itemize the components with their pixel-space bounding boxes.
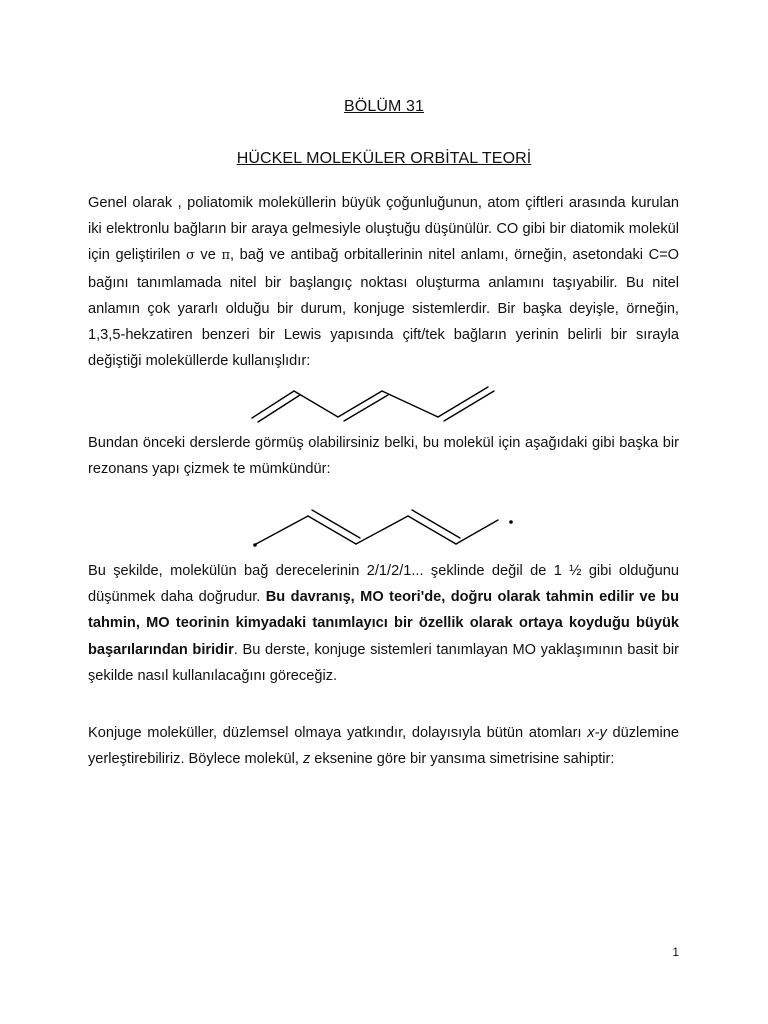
xy-plane-label: x-y	[587, 725, 607, 741]
paragraph-resonance-text: Bundan önceki derslerde görmüş olabilirsiniz belki, bu molekül için aşağıdaki gibi başka bir rezonans yapı çizmek te mümkündür:	[88, 435, 679, 478]
bond-5	[438, 387, 488, 417]
paragraph-planarity-text-3: eksenine göre bir yansıma simetrisine sahiptir:	[310, 751, 615, 768]
rbond-1	[256, 516, 308, 544]
paragraph-intro-text-1: Genel olarak , poliatomik moleküllerin büyük çoğunluğunun, atom çiftleri arasında kurulan iki elektronlu bağların bir araya gelmesiyle oluştuğu düşünülür. CO gibi bir diatomik molekül için geliştirilen	[88, 195, 679, 264]
rbond-4	[408, 516, 456, 544]
rbond-2-double	[312, 510, 360, 538]
bond-3-double	[344, 395, 388, 421]
paragraph-intro-text-2: ve	[194, 247, 222, 264]
paragraph-bond-order-text-1: Bu şekilde, molekülün bağ derecelerinin 2/1/2/1... şeklinde değil de 1 ½ gibi olduğunu düşünmek daha doğrudur.	[88, 563, 679, 606]
rbond-3	[356, 516, 408, 544]
rbond-5	[456, 520, 498, 544]
chapter-heading: BÖLÜM 31	[344, 98, 424, 115]
rbond-2	[308, 516, 356, 544]
bond-4	[382, 391, 438, 417]
z-axis-label: z	[302, 751, 311, 768]
page-number: 1	[672, 945, 679, 959]
rbond-4-double	[412, 510, 460, 538]
paragraph-planarity-text-2: düzlemine yerleştirebiliriz. Böylece molekül,	[88, 725, 679, 768]
hexatriene-structure-diagram	[248, 383, 496, 423]
paragraph-resonance	[88, 430, 679, 482]
paragraph-intro	[88, 190, 679, 374]
resonance-structure-diagram	[248, 508, 518, 552]
pi-symbol: π	[221, 248, 230, 264]
paragraph-bond-order-text-2: . Bu derste, konjuge sistemleri tanımlayan MO yaklaşımının basit bir şekilde nasıl kullanılacağını göreceğiz.	[88, 641, 679, 684]
paragraph-intro-text-3: , bağ ve antibağ orbitallerinin nitel anlamı, örneğin, asetondaki C=O bağını tanımlamada nitel bir başlangıç noktası oluşturma anlamını taşıyabilir. Bu nitel anlamın çok yararlı olduğu bir durum, konjuge sistemlerdir. Bir başka deyişle, örneğin, 1,3,5-hekzatiren benzeri bir Lewis yapısında çift/tek bağların yerinin belirli bir sırayla değiştiği moleküllerde kullanışlıdır:	[88, 247, 679, 370]
bond-1-double	[258, 395, 300, 422]
radical-dot-right	[509, 520, 513, 524]
paragraph-planarity	[88, 720, 679, 772]
bond-1	[252, 391, 294, 418]
page-title: HÜCKEL MOLEKÜLER ORBİTAL TEORİ	[236, 150, 532, 167]
bond-2	[294, 391, 338, 417]
radical-dot-left	[253, 543, 257, 547]
paragraph-planarity-text-1: Konjuge moleküller, düzlemsel olmaya yatkındır, dolayısıyla bütün atomları	[88, 725, 588, 741]
bond-3	[338, 391, 382, 417]
bond-5-double	[444, 391, 494, 421]
paragraph-bond-order	[88, 558, 679, 689]
paragraph-bond-order-bold: Bu davranış, MO teori'de, doğru olarak tahmin edilir ve bu tahmin, MO teorinin kimyadaki tanımlayıcı bir özellik olarak ortaya koyduğu büyük başarılarından biridir	[88, 589, 679, 658]
sigma-symbol: σ	[185, 248, 195, 264]
